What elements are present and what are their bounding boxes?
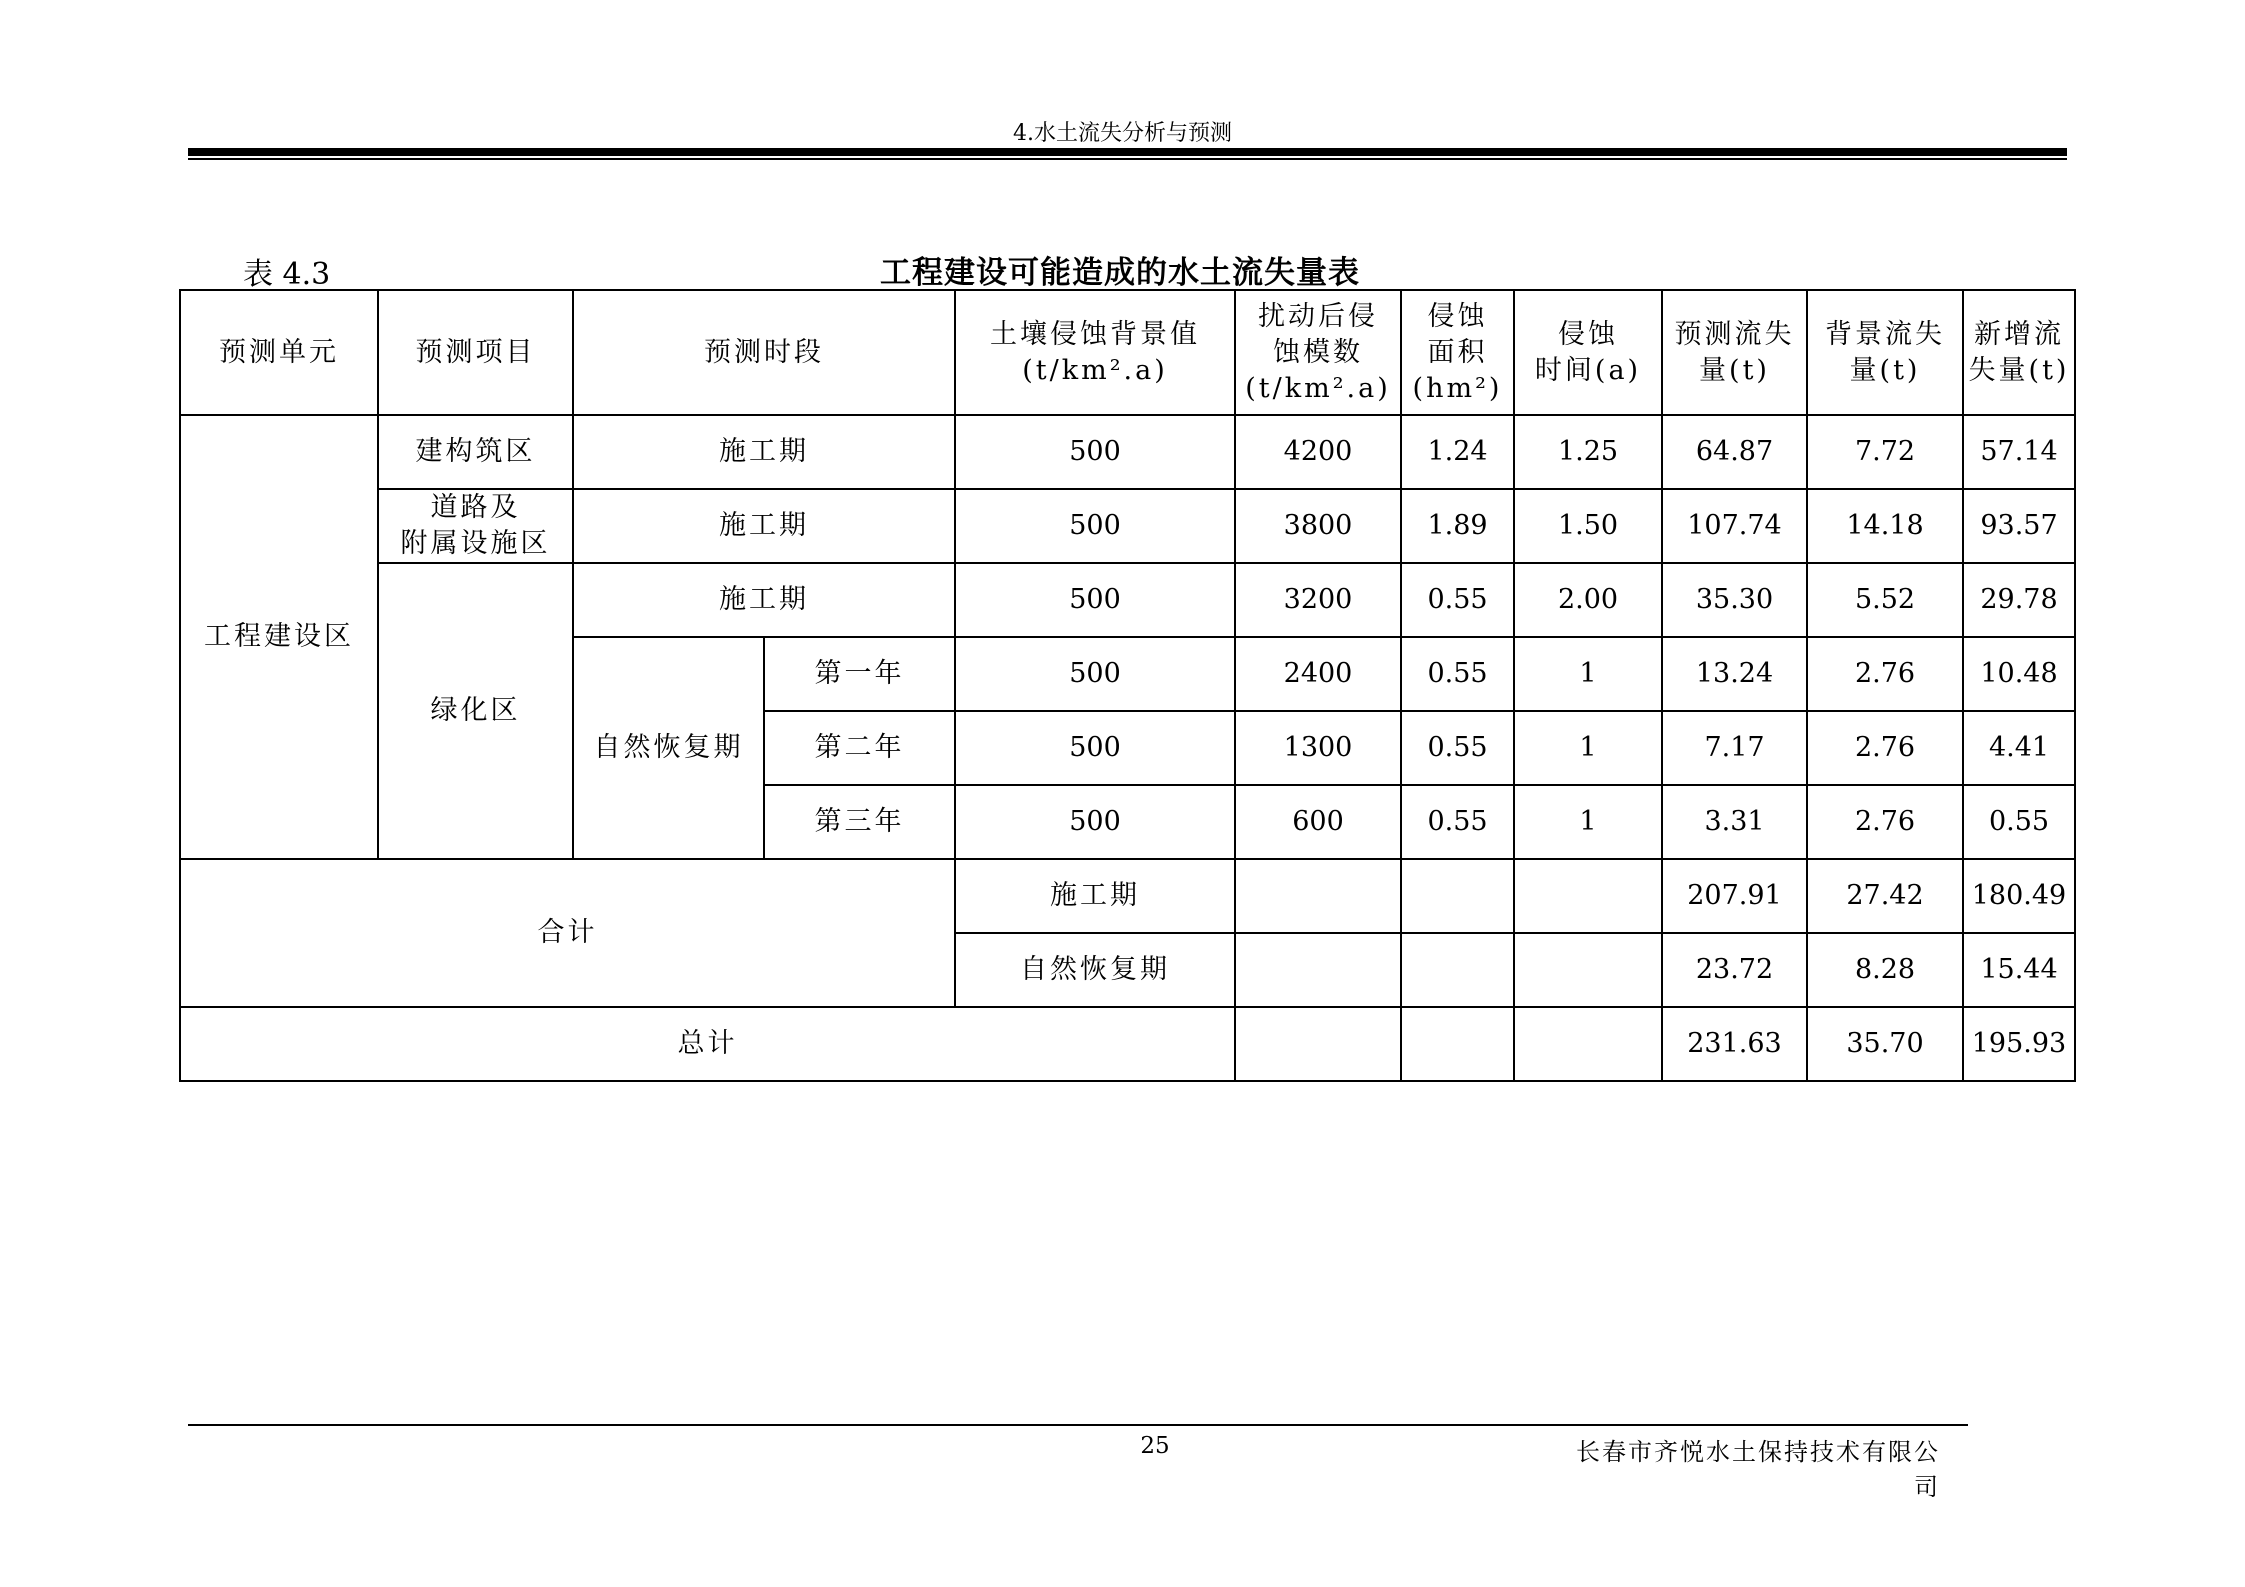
header-time-l2: 时间(a) [1534,354,1642,386]
cell-time: 1 [1514,637,1662,711]
period-construction: 施工期 [573,489,955,563]
subtotal-recovery-label: 自然恢复期 [955,933,1235,1007]
subtotal-construction-bgloss: 27.42 [1807,859,1963,933]
cell-time: 1.50 [1514,489,1662,563]
cell-area: 1.89 [1401,489,1514,563]
cell-bg: 500 [955,637,1235,711]
header-area-l1: 侵蚀 [1427,300,1488,332]
cell-modulus: 1300 [1235,711,1401,785]
table-row [180,563,2075,637]
period-natural-recovery: 自然恢复期 [573,637,764,859]
subtotal-construction-pred: 207.91 [1662,859,1807,933]
page-number: 25 [1140,1433,1170,1459]
empty-cell [1514,859,1662,933]
cell-pred: 107.74 [1662,489,1807,563]
cell-modulus: 2400 [1235,637,1401,711]
empty-cell [1235,933,1401,1007]
cell-time: 2.00 [1514,563,1662,637]
cell-modulus: 3800 [1235,489,1401,563]
header-bg-value-l2: (t/km².a) [1022,354,1168,386]
item-road-l2: 附属设施区 [400,528,551,559]
header-period: 预测时段 [573,290,955,415]
cell-pred: 35.30 [1662,563,1807,637]
cell-bgloss: 5.52 [1807,563,1963,637]
empty-cell [1514,933,1662,1007]
cell-area: 0.55 [1401,563,1514,637]
table-row [180,415,2075,489]
header-bgloss [1807,290,1963,415]
cell-modulus: 3200 [1235,563,1401,637]
header-modulus-l2: 蚀模数 [1273,336,1363,368]
cell-time: 1 [1514,711,1662,785]
header-time-l1: 侵蚀 [1558,318,1618,350]
soil-loss-table [179,289,2076,1082]
table-row [180,489,2075,563]
footer-rule [188,1424,1968,1426]
header-modulus [1235,290,1401,415]
period-construction: 施工期 [573,563,955,637]
subtotal-label: 合计 [180,859,955,1007]
total-bgloss: 35.70 [1807,1007,1963,1081]
cell-new: 4.41 [1963,711,2075,785]
cell-time: 1 [1514,785,1662,859]
header-row [180,290,2075,415]
total-label: 总计 [180,1007,1235,1081]
empty-cell [1235,1007,1401,1081]
header-new [1963,290,2075,415]
total-pred: 231.63 [1662,1007,1807,1081]
subtotal-recovery-pred: 23.72 [1662,933,1807,1007]
cell-bg: 500 [955,563,1235,637]
header-pred-l1: 预测流失 [1674,318,1795,350]
subtotal-construction-new: 180.49 [1963,859,2075,933]
subtotal-recovery-bgloss: 8.28 [1807,933,1963,1007]
empty-cell [1401,859,1514,933]
empty-cell [1514,1007,1662,1081]
cell-bgloss: 2.76 [1807,637,1963,711]
cell-area: 1.24 [1401,415,1514,489]
table-number: 表 4.3 [243,257,331,292]
header-bg-value [955,290,1235,415]
unit-cell: 工程建设区 [180,415,378,859]
header-area-l3: (hm²) [1412,372,1503,404]
cell-time: 1.25 [1514,415,1662,489]
period-year2: 第二年 [764,711,955,785]
cell-bgloss: 14.18 [1807,489,1963,563]
cell-modulus: 600 [1235,785,1401,859]
item-road-l1: 道路及 [430,492,521,523]
cell-area: 0.55 [1401,637,1514,711]
cell-bg: 500 [955,711,1235,785]
subtotal-construction-label: 施工期 [955,859,1235,933]
header-time [1514,290,1662,415]
cell-modulus: 4200 [1235,415,1401,489]
header-pred [1662,290,1807,415]
header-rule-thin [188,158,2067,160]
cell-new: 29.78 [1963,563,2075,637]
cell-pred: 3.31 [1662,785,1807,859]
header-new-l1: 新增流 [1974,318,2064,350]
cell-pred: 7.17 [1662,711,1807,785]
header-rule-thick [188,148,2067,156]
cell-new: 10.48 [1963,637,2075,711]
header-new-l2: 失量(t) [1968,354,2070,386]
item-green: 绿化区 [378,563,573,859]
header-modulus-l1: 扰动后侵 [1258,300,1378,332]
cell-pred: 13.24 [1662,637,1807,711]
cell-bgloss: 7.72 [1807,415,1963,489]
header-bgloss-l2: 量(t) [1849,354,1921,386]
cell-bgloss: 2.76 [1807,785,1963,859]
empty-cell [1401,933,1514,1007]
total-row [180,1007,2075,1081]
item-road [378,489,573,563]
header-pred-l2: 量(t) [1699,354,1770,386]
cell-area: 0.55 [1401,785,1514,859]
subtotal-recovery-new: 15.44 [1963,933,2075,1007]
header-area-l2: 面积 [1427,336,1488,368]
empty-cell [1401,1007,1514,1081]
header-modulus-l3: (t/km².a) [1245,372,1391,404]
cell-bgloss: 2.76 [1807,711,1963,785]
cell-new: 0.55 [1963,785,2075,859]
header-unit: 预测单元 [180,290,378,415]
table-title: 工程建设可能造成的水土流失量表 [880,255,1360,291]
item-building: 建构筑区 [378,415,573,489]
header-area [1401,290,1514,415]
cell-new: 57.14 [1963,415,2075,489]
cell-bg: 500 [955,415,1235,489]
cell-new: 93.57 [1963,489,2075,563]
subtotal-row-construction [180,859,2075,933]
empty-cell [1235,859,1401,933]
header-bg-value-l1: 土壤侵蚀背景值 [990,318,1200,350]
total-new: 195.93 [1963,1007,2075,1081]
cell-pred: 64.87 [1662,415,1807,489]
period-year3: 第三年 [764,785,955,859]
header-bgloss-l1: 背景流失 [1825,318,1945,350]
cell-area: 0.55 [1401,711,1514,785]
cell-bg: 500 [955,489,1235,563]
cell-bg: 500 [955,785,1235,859]
period-year1: 第一年 [764,637,955,711]
period-construction: 施工期 [573,415,955,489]
chapter-header: 4.水土流失分析与预测 [1013,121,1232,146]
company-name: 长春市齐悦水土保持技术有限公司 [1576,1438,1940,1501]
header-item: 预测项目 [378,290,573,415]
